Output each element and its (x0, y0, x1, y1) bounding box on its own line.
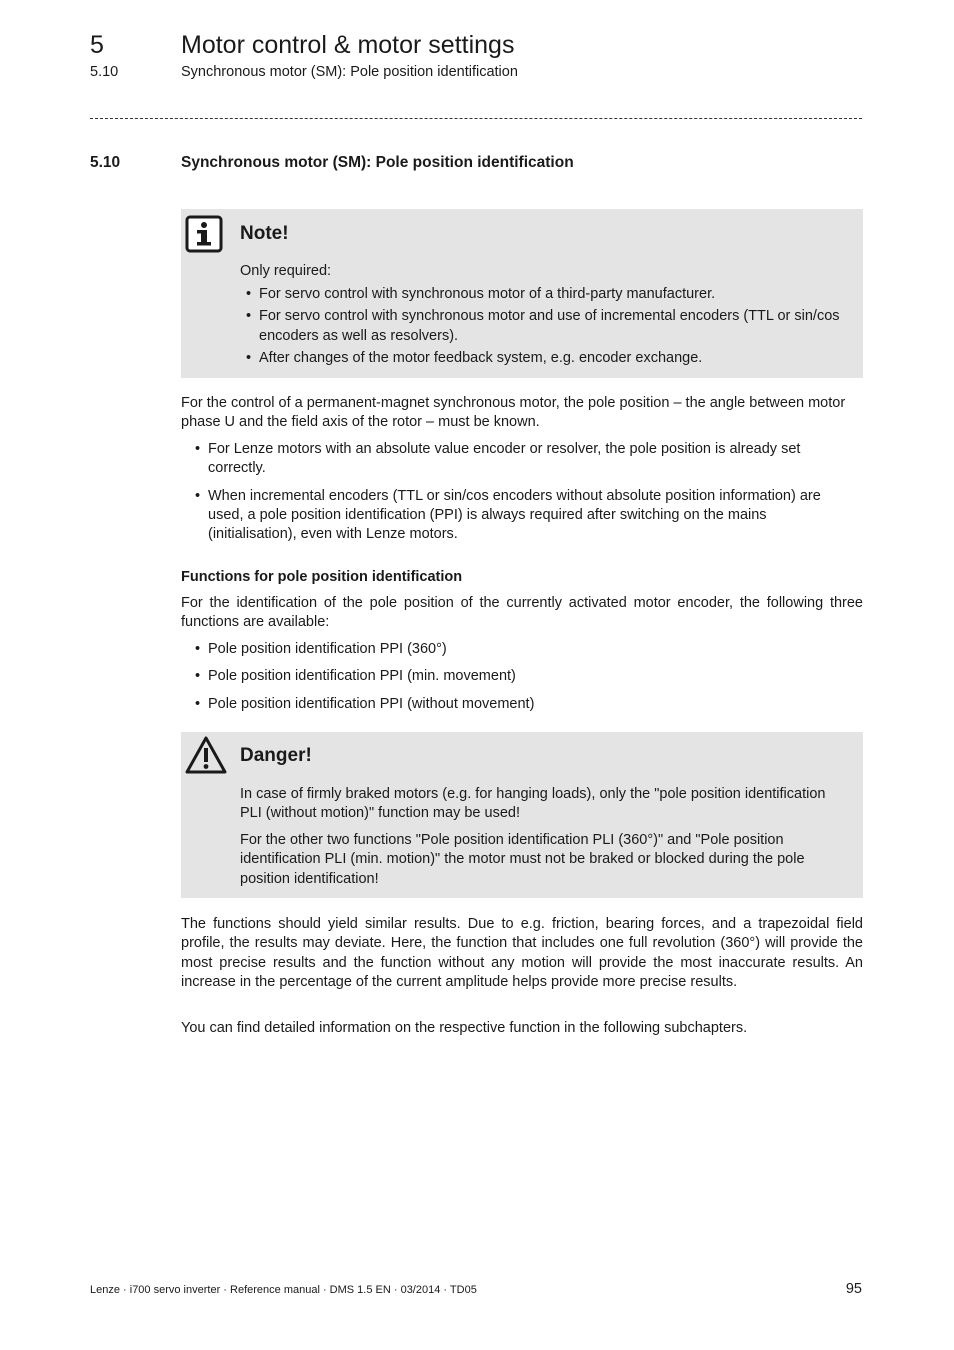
danger-paragraph: For the other two functions "Pole position identification PLI (360°)" and "Pole position identification PLI (min. motion)" the motor must not be braked or blocked during the pole position identification! (240, 832, 805, 887)
list-item: • For Lenze motors with an absolute value encoder or resolver, the pole position is already set correctly. (190, 440, 855, 479)
list-item: • When incremental encoders (TTL or sin/cos encoders without absolute position information) are used, a pole position identification (PPI) is always required after switching on the mains (initialisation), even with Lenze motors. (190, 487, 855, 545)
functions-list (190, 640, 855, 722)
list-item: • Pole position identification PPI (360°) (190, 640, 855, 659)
functions-heading: Functions for pole position identification (181, 569, 463, 585)
section-title: Synchronous motor (SM): Pole position identification (181, 154, 574, 171)
danger-box (181, 732, 863, 898)
intro-paragraph: For the control of a permanent-magnet synchronous motor, the pole position – the angle between motor phase U and the field axis of the rotor – must be known. (181, 395, 846, 431)
section-number: 5.10 (90, 154, 121, 171)
note-box (181, 209, 863, 378)
info-icon (185, 215, 223, 258)
danger-heading: Danger! (240, 745, 312, 766)
header-divider (90, 118, 862, 119)
list-item: • After changes of the motor feedback system, e.g. encoder exchange. (241, 349, 851, 368)
list-item: • For servo control with synchronous motor and use of incremental encoders (TTL or sin/cos encoders as well as resolvers). (241, 307, 851, 346)
note-list (241, 285, 851, 371)
note-heading: Note! (240, 223, 289, 244)
warning-triangle-icon (184, 735, 228, 780)
functions-paragraph: For the identification of the pole position of the currently activated motor encoder, the following three functions are available: (181, 595, 863, 631)
subsection-number: 5.10 (90, 64, 119, 80)
closing-paragraph: You can find detailed information on the respective function in the following subchapters. (181, 1020, 748, 1036)
chapter-number: 5 (90, 31, 104, 59)
chapter-title: Motor control & motor settings (181, 31, 515, 59)
list-item: • Pole position identification PPI (without movement) (190, 695, 855, 714)
danger-paragraph: In case of firmly braked motors (e.g. for hanging loads), only the "pole position identification PLI (without motion)" function may be used! (240, 786, 826, 822)
results-paragraph: The functions should yield similar results. Due to e.g. friction, bearing forces, and a trapezoidal field profile, the results may deviate. Here, the function that includes one full revolution (360°) will provide the most precise results and the function without any motion will provide the most inaccurate results. An increase in the percentage of the current amplitude helps provide more precise results. (181, 916, 863, 990)
list-item: • Pole position identification PPI (min. movement) (190, 667, 855, 686)
footer-text: Lenze · i700 servo inverter · Reference manual · DMS 1.5 EN · 03/2014 · TD05 (90, 1284, 477, 1296)
page-number: 95 (845, 1281, 862, 1297)
subsection-title: Synchronous motor (SM): Pole position identification (181, 64, 518, 80)
note-intro: Only required: (240, 263, 332, 279)
list-item: • For servo control with synchronous motor of a third-party manufacturer. (241, 285, 851, 304)
intro-bullet-list (190, 440, 855, 552)
